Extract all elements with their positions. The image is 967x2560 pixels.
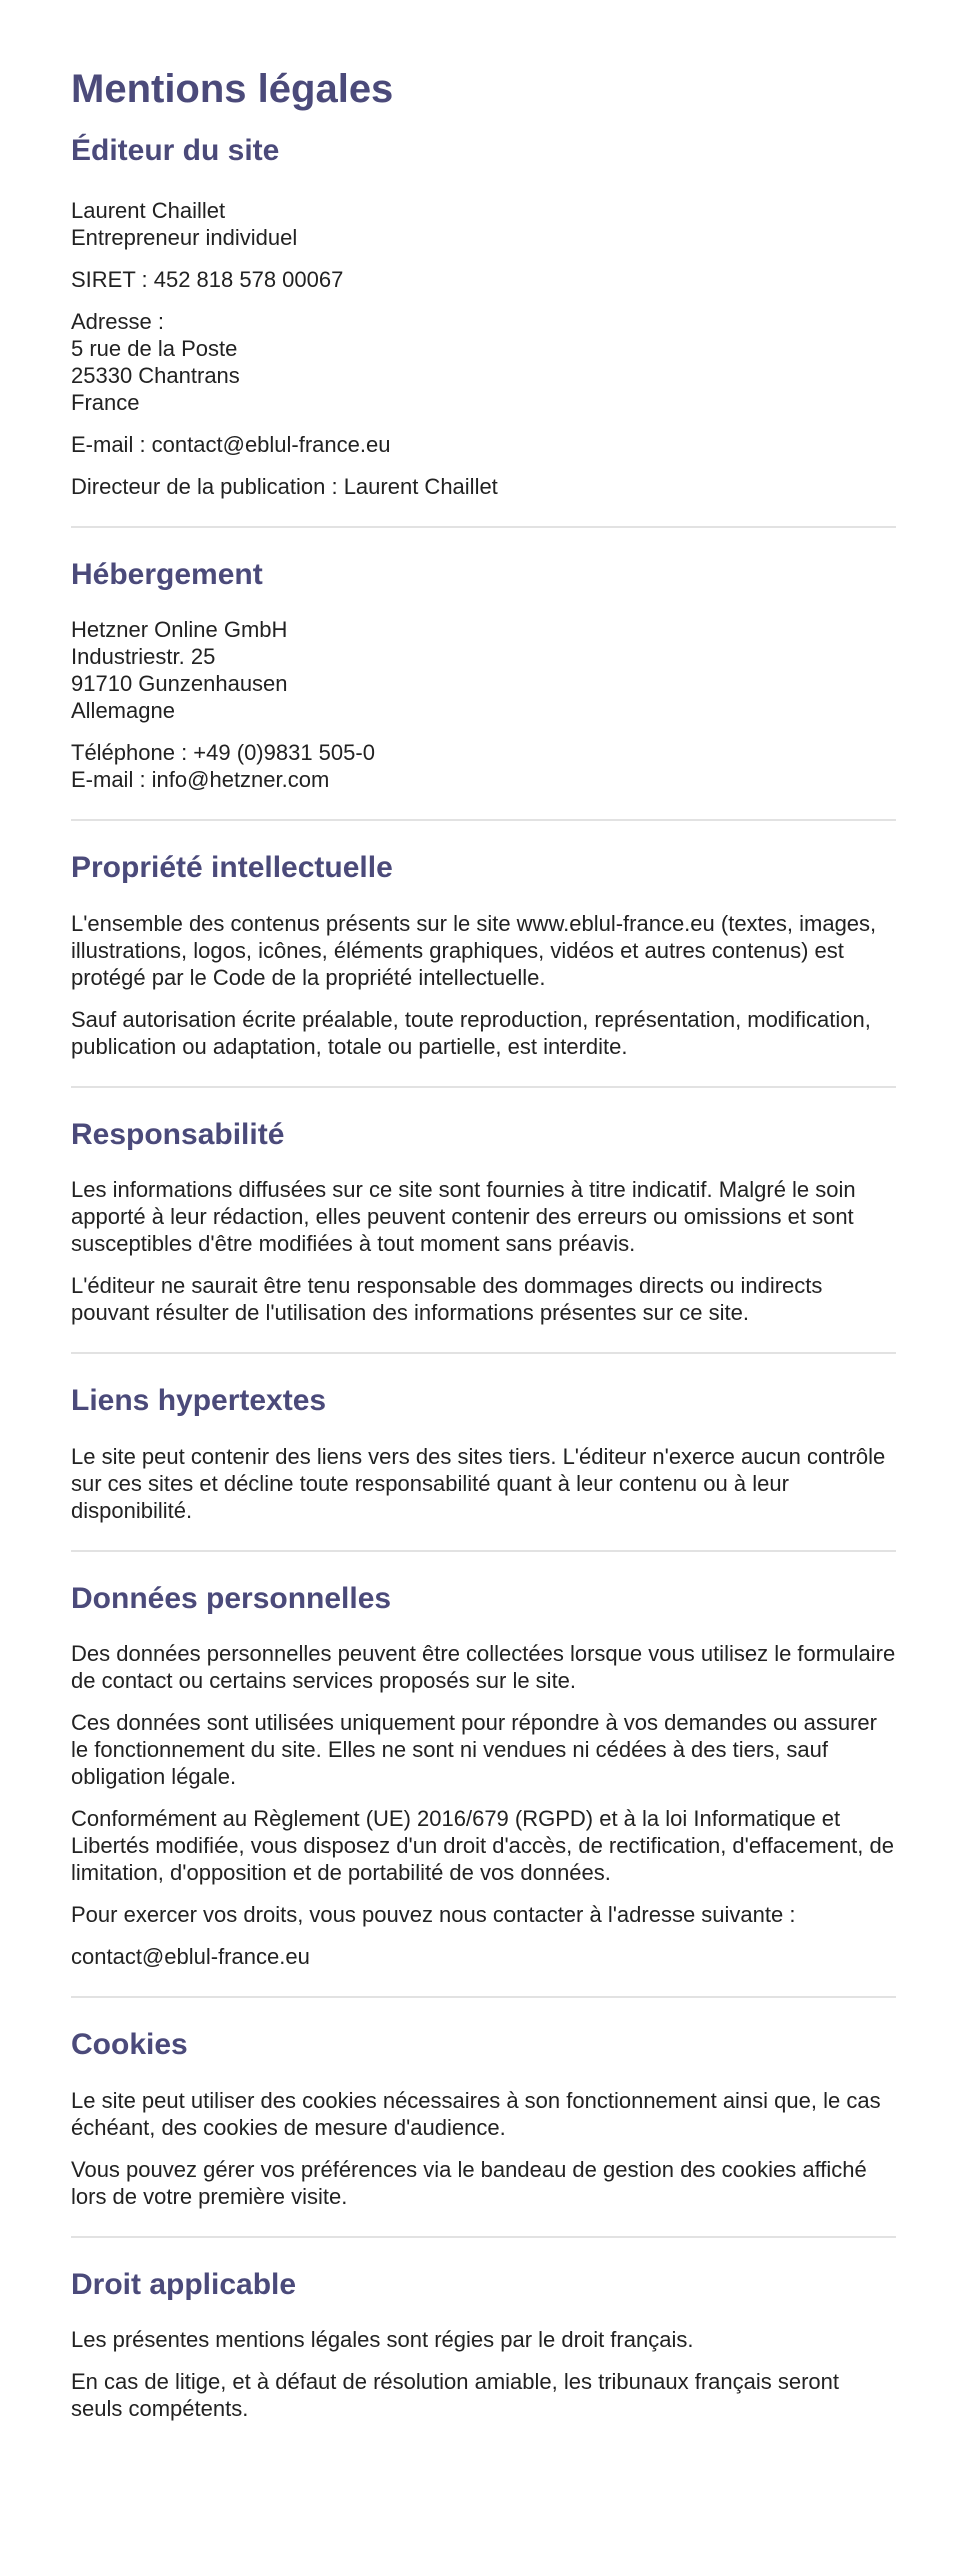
- section-droit: [71, 2268, 896, 2423]
- host-country: Allemagne: [71, 698, 175, 723]
- section-donnees: [71, 1582, 896, 1971]
- cookies-paragraph-1: Le site peut utiliser des cookies nécessaires à son fonctionnement ainsi que, le cas échéant, des cookies de mesure d'audience.: [71, 2087, 881, 2140]
- section-heading-droit: Droit applicable: [71, 2267, 297, 2301]
- donnees-paragraph-1: Des données personnelles peuvent être collectées lorsque vous utilisez le formulaire de contact ou certains services proposés sur le site.: [71, 1641, 896, 1693]
- host-contact: [71, 739, 896, 793]
- section-heading-responsabilite: Responsabilité: [71, 1117, 285, 1151]
- cookies-paragraph-2: Vous pouvez gérer vos préférences via le bandeau de gestion des cookies affiché lors de votre première visite.: [71, 2156, 867, 2209]
- section-divider: [71, 2236, 896, 2238]
- address-country: France: [71, 389, 140, 415]
- address-label: Adresse :: [71, 308, 164, 334]
- host-phone: Téléphone : +49 (0)9831 505-0: [71, 740, 375, 765]
- section-heading-cookies: Cookies: [71, 2028, 188, 2061]
- section-responsabilite: [71, 1118, 896, 1327]
- host-city: 91710 Gunzenhausen: [71, 671, 288, 696]
- section-heading-liens: Liens hypertextes: [71, 1384, 327, 1417]
- editeur-director: Directeur de la publication : Laurent Chaillet: [71, 473, 498, 499]
- address-city: 25330 Chantrans: [71, 362, 240, 388]
- section-divider: [71, 1086, 896, 1088]
- host-street: Industriestr. 25: [71, 644, 216, 669]
- editeur-address: [71, 308, 896, 416]
- propriete-paragraph-2: Sauf autorisation écrite préalable, toute reproduction, représentation, modification, publication ou adaptation, totale ou partielle, est interdite.: [71, 1006, 871, 1059]
- editeur-name: Laurent Chaillet: [71, 197, 226, 223]
- section-divider: [71, 1996, 896, 1998]
- donnees-contact-email: contact@eblul-france.eu: [71, 1944, 310, 1969]
- section-divider: [71, 1352, 896, 1354]
- editeur-status: Entrepreneur individuel: [71, 224, 298, 250]
- droit-paragraph-2: En cas de litige, et à défaut de résolution amiable, les tribunaux français seront seuls compétents.: [71, 2369, 840, 2421]
- section-heading-donnees: Données personnelles: [71, 1581, 392, 1615]
- host-email: E-mail : info@hetzner.com: [71, 767, 330, 792]
- editeur-email: E-mail : contact@eblul-france.eu: [71, 431, 391, 457]
- liens-paragraph-1: Le site peut contenir des liens vers des sites tiers. L'éditeur n'exerce aucun contrôle sur ces sites et décline toute responsabilité quant à leur contenu ou à leur disponibilité.: [71, 1443, 886, 1523]
- section-divider: [71, 1550, 896, 1552]
- section-heading-hebergement: Hébergement: [71, 557, 263, 591]
- section-cookies: [71, 2028, 896, 2210]
- donnees-paragraph-2: Ces données sont utilisées uniquement pour répondre à vos demandes ou assurer le fonctionnement du site. Elles ne sont ni vendues ni cédées à des tiers, sauf obligation légale.: [71, 1710, 877, 1789]
- responsabilite-paragraph-2: L'éditeur ne saurait être tenu responsable des dommages directs ou indirects pouvant résulter de l'utilisation des informations présentes sur ce site.: [71, 1273, 823, 1325]
- donnees-paragraph-4: Pour exercer vos droits, vous pouvez nous contacter à l'adresse suivante :: [71, 1902, 796, 1927]
- section-heading-editeur: Éditeur du site: [71, 134, 280, 167]
- address-street: 5 rue de la Poste: [71, 335, 238, 361]
- section-divider: [71, 526, 896, 528]
- editeur-identity: [71, 197, 896, 251]
- section-divider: [71, 819, 896, 821]
- responsabilite-paragraph-1: Les informations diffusées sur ce site sont fournies à titre indicatif. Malgré le soin apporté à leur rédaction, elles peuvent contenir des erreurs ou omissions et sont susceptibles d'être modifiées à tout moment sans préavis.: [71, 1177, 856, 1256]
- propriete-paragraph-1: L'ensemble des contenus présents sur le site www.eblul-france.eu (textes, images, illustrations, logos, icônes, éléments graphiques, vidéos et autres contenus) est protégé par le Code de la propriété intellectuelle.: [71, 910, 877, 990]
- section-liens: [71, 1384, 896, 1524]
- droit-paragraph-1: Les présentes mentions légales sont régies par le droit français.: [71, 2327, 694, 2352]
- section-hebergement: [71, 558, 896, 794]
- host-address: [71, 616, 896, 724]
- donnees-paragraph-3: Conformément au Règlement (UE) 2016/679 (RGPD) et à la loi Informatique et Libertés modifiée, vous disposez d'un droit d'accès, de rectification, d'effacement, de limitation, d'opposition et de portabilité de vos données.: [71, 1806, 894, 1885]
- host-company: Hetzner Online GmbH: [71, 617, 288, 642]
- editeur-siret: SIRET : 452 818 578 00067: [71, 266, 344, 292]
- section-heading-propriete: Propriété intellectuelle: [71, 851, 393, 884]
- section-propriete: [71, 851, 896, 1060]
- page-title: Mentions légales: [71, 67, 394, 111]
- section-editeur: [71, 134, 896, 500]
